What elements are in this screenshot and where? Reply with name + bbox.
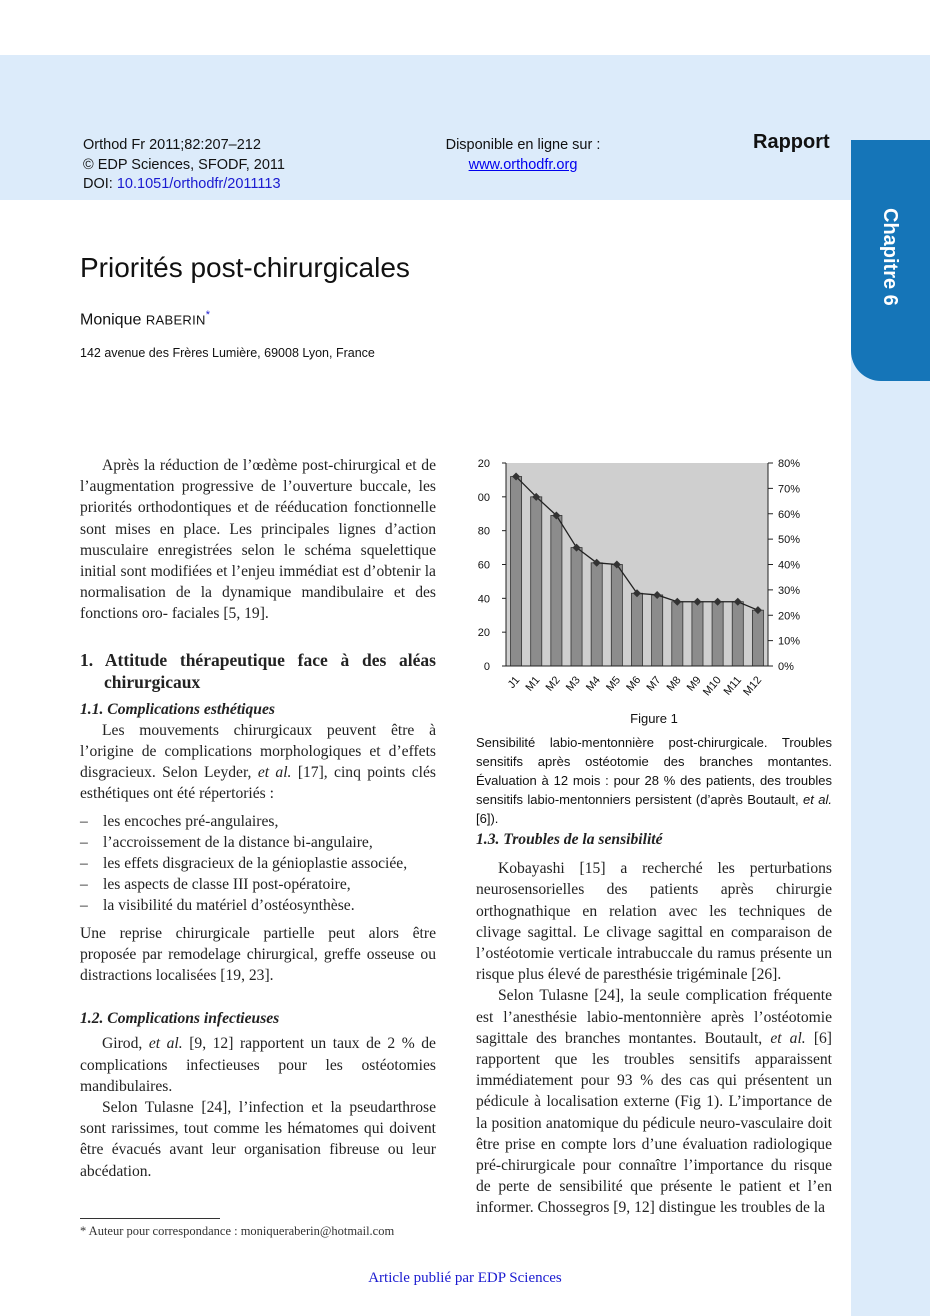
intro-mid: l’enjeu immédiat est d’obtenir la normalisation de la dynamique mandibulaire et des fonctions oro- [80, 563, 436, 623]
doi-link[interactable]: 10.1051/orthodfr/2011113 [116, 176, 281, 192]
chart-x-tick-label: M9 [684, 674, 704, 694]
chart-left-tick-label: 40 [477, 593, 490, 606]
chart-left-tick-label: 20 [477, 458, 490, 470]
chart-x-tick-label: M12 [741, 674, 765, 699]
chart-x-tick-label: M2 [543, 674, 563, 694]
chart-bar [652, 595, 663, 666]
s12-paragraph-2: Selon Tulasne [24], l’infection et la pseudarthrose sont rarissimes, tout comme les hématomes qui doivent être évacués avant leur organisation fibreuse ou leur abcédation. [80, 1099, 436, 1180]
doi-line [83, 175, 285, 195]
journal-meta [83, 136, 285, 195]
chart-bar [571, 548, 582, 666]
author [80, 309, 210, 329]
s12-p1-a: Girod, [102, 1035, 143, 1053]
s12-p1-b: [9, 12] rapportent un taux de 2 % de complications infectieuses pour les ostéotomies mandibulaires. [80, 1035, 436, 1095]
chart-right-tick-label: 80% [778, 458, 801, 470]
chart-left-tick-label: 80 [477, 525, 490, 538]
section-1-3-heading: 1.3. Troubles de la sensibilité [476, 831, 663, 848]
author-footnote-mark[interactable]: * [205, 309, 210, 321]
chart-left-tick-label: 60 [477, 559, 490, 572]
s13-p2-b: [6] rapportent que les troubles sensitifs apparaissent immédiatement pour 93 % des cas qui présentent un pédicule à localisation externe (Fig 1). L’importance de la position anatomique du pédicule neuro-vasculaire doit être prise en compte lors d’une évaluation radiologique pré-chirurgicale pour connaître l’importance du risque de perte de sensibilité que présente le patient et l’en informer. Chossegros [9, 12] distingue les troubles de la [476, 1029, 832, 1217]
intro-lead: Après la réduction de l’œdème post-chirurgical et de l’augmentation progressive de l’ouverture buccale, les priorités orthodontiques et de rééducation fonctionnelle sont mises en place. Les principales lignes d’action musculaire enregistrées selon le schéma squelettique initial sont modifiées et [80, 457, 436, 581]
chart-x-tick-label: M11 [721, 674, 745, 698]
article-type: Rapport [753, 131, 830, 153]
chart-bar [672, 602, 683, 666]
chart-x-tick-label: M7 [644, 674, 664, 694]
chart-right-tick-label: 20% [778, 610, 801, 623]
chart-bar [732, 602, 743, 666]
chapter-tab[interactable] [851, 140, 930, 381]
s12-paragraph-1 [80, 1033, 436, 1097]
doi-label: DOI: [83, 176, 113, 192]
chart-left-tick-label: 20 [477, 627, 490, 640]
footnote-rule [80, 1218, 220, 1219]
left-column [80, 455, 436, 1182]
s13-p2-a: Selon Tulasne [24], la seule complication fréquente est l’anesthésie labio-mentonnière après l’ostéotomie sagittale des branches montantes. Boutault, [476, 987, 832, 1047]
author-last-name: RABERIN [145, 312, 206, 328]
journal-line: Orthod Fr 2011;82:207–212 [83, 137, 261, 153]
publisher-footer[interactable]: Article publié par EDP Sciences [368, 1270, 562, 1286]
copyright-line: © EDP Sciences, SFODF, 2011 [83, 156, 285, 173]
figure-label: Figure 1 [630, 711, 678, 726]
chart-bar [712, 602, 723, 666]
chart-x-tick-label: M5 [604, 674, 624, 694]
section-1-heading: 1. Attitude thérapeutique face à des aléas chirurgicaux [80, 649, 436, 692]
intro-end: faciales [5, 19]. [171, 605, 269, 623]
chart-right-tick-label: 60% [778, 508, 801, 521]
chart-right-tick-label: 70% [778, 483, 801, 496]
chart-bar [511, 477, 522, 666]
author-first-name: Monique [80, 311, 142, 329]
right-column [476, 829, 832, 1219]
chart-left-tick-label: 0 [483, 661, 490, 673]
list-item: – les effets disgracieux de la génioplastie associée, [80, 855, 408, 873]
chart-right-tick-label: 50% [778, 534, 801, 547]
s11-p1-etal: et al. [257, 764, 292, 782]
online-label: Disponible en ligne sur : [445, 137, 601, 153]
caption-etal: et al. [803, 792, 832, 807]
chart-bar [531, 497, 542, 666]
chart-bar [692, 602, 703, 666]
s11-paragraph-2: Une reprise chirurgicale partielle peut alors être proposée par remodelage chirurgical, greffe osseuse ou distractions localisées [19, 23]. [80, 924, 436, 985]
figure-caption [476, 733, 832, 828]
chart-left-tick-label: 00 [477, 491, 490, 504]
affiliation: 142 avenue des Frères Lumière, 69008 Lyon, France [80, 346, 375, 360]
list-item: – les aspects de classe III post-opératoire, [80, 876, 351, 894]
online-availability [420, 136, 626, 175]
list-item: – les encoches pré-angulaires, [80, 812, 279, 830]
caption-a: Sensibilité labio-mentonnière post-chirurgicale. Troubles sensitifs après ostéotomie des branches montantes. Évaluation à 12 mois : pour 28 % des patients, des troubles sensitifs labio-mentonniers persistent (d’après Boutault, [476, 735, 832, 807]
s12-p1-etal: et al. [148, 1035, 183, 1053]
online-url-link[interactable]: www.orthodfr.org [468, 156, 578, 173]
chart-right-tick-label: 30% [778, 584, 801, 597]
list-item: – l’accroissement de la distance bi-angulaire, [80, 833, 373, 851]
chart-bar [591, 563, 602, 666]
chart-x-tick-label: M10 [700, 674, 724, 699]
s11-p1-a: Les mouvements chirurgicaux peuvent être à l’origine de complications morphologiques et d’effets disgracieux. Selon Leyder, [80, 721, 436, 782]
chart-bar [551, 515, 562, 666]
chart-bar [631, 593, 642, 666]
chart-right-tick-label: 0% [778, 661, 794, 673]
chart-x-tick-label: M3 [563, 674, 583, 694]
intro-paragraph [80, 455, 436, 625]
article-title: Priorités post-chirurgicales [80, 252, 410, 283]
chart-x-tick-label: M6 [624, 674, 644, 694]
s13-paragraph-2 [476, 985, 832, 1218]
chart-right-tick-label: 40% [778, 559, 801, 572]
section-1-2-heading: 1.2. Complications infectieuses [80, 1010, 280, 1028]
chart-bar [752, 610, 763, 666]
chart-x-tick-label: M4 [583, 674, 603, 694]
chart-x-tick-label: M8 [664, 674, 684, 694]
figure-1-chart [470, 450, 830, 700]
chapter-tab-label: Chapitre 6 [879, 208, 901, 306]
section-1-1-heading: 1.1. Complications esthétiques [80, 700, 275, 718]
chart-x-tick-label: M1 [523, 674, 543, 694]
chart-right-tick-label: 10% [778, 635, 801, 648]
chart-bar [611, 565, 622, 667]
chart-x-tick-label: J1 [505, 674, 523, 691]
aesthetic-points-list [80, 811, 436, 917]
footnote: * Auteur pour correspondance : moniqueraberin@hotmail.com [80, 1224, 395, 1238]
s13-p2-etal: et al. [770, 1029, 806, 1047]
s13-paragraph-1: Kobayashi [15] a recherché les perturbations neurosensorielles des patients après chirurgie orthognathique en relation avec les techniques de clivage sagittal. Le clivage sagittal en comparaison de l’ostéotomie verticale intrabuccale du ramus présente un risque plus élevé de paresthésie trigéminale [26]. [476, 860, 832, 984]
s11-paragraph-1 [80, 720, 436, 805]
s11-p1-b: [17], cinq points clés esthétiques ont été répertoriés : [80, 764, 436, 803]
list-item: – la visibilité du matériel d’ostéosynthèse. [80, 897, 355, 915]
caption-b: [6]). [476, 811, 499, 826]
